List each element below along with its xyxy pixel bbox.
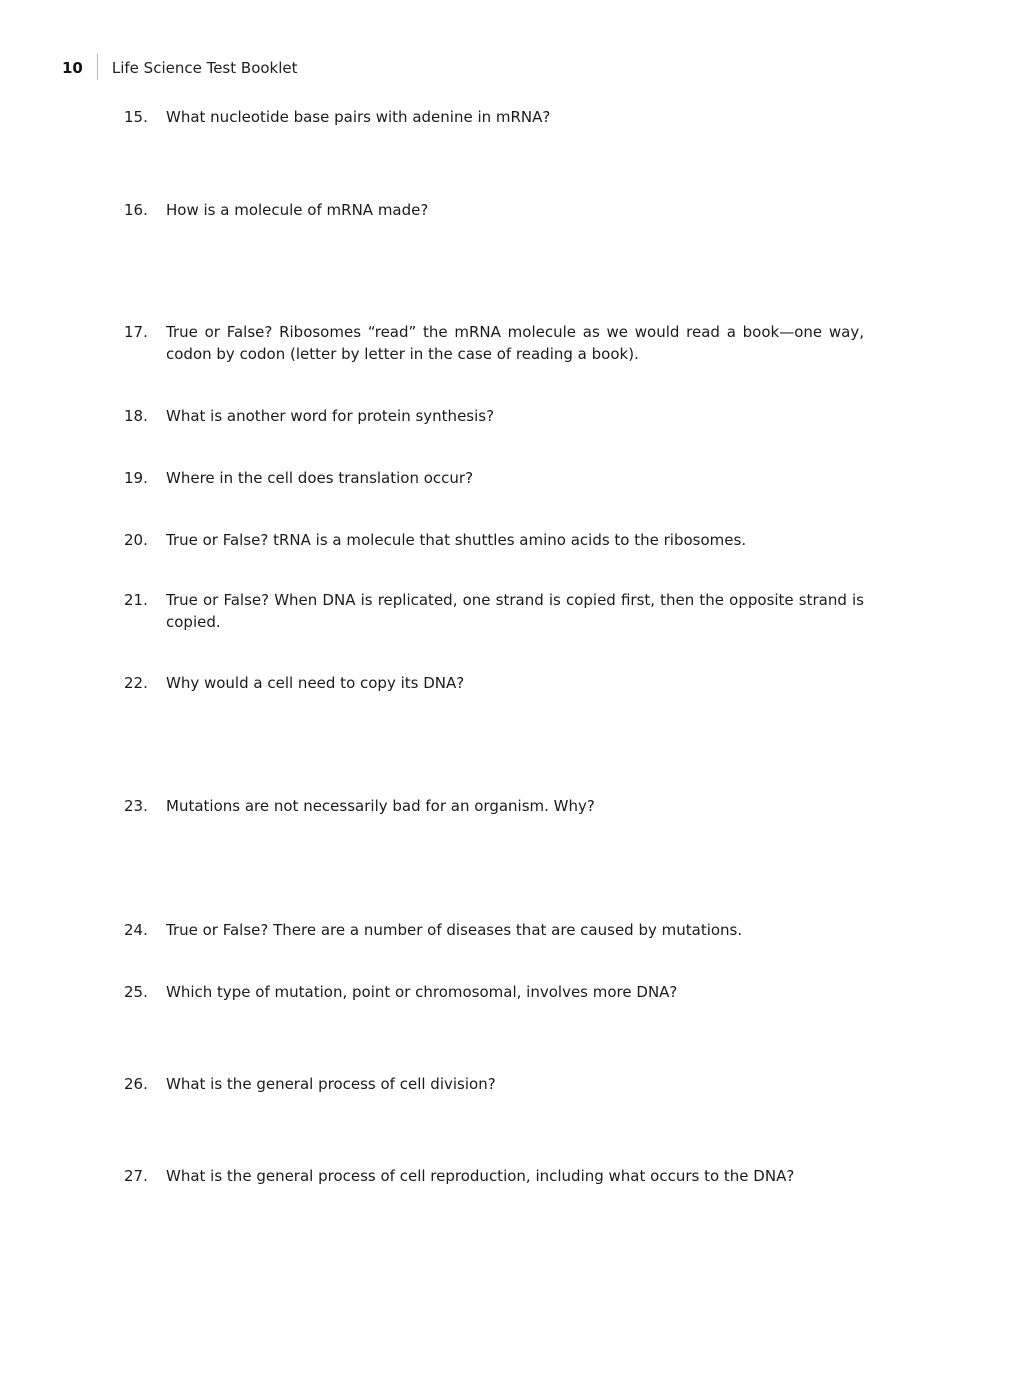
question-text: What nucleotide base pairs with adenine in mRNA? — [166, 108, 551, 126]
question-19 — [124, 467, 864, 489]
question-number: 19. — [124, 469, 148, 487]
question-text: What is another word for protein synthesis? — [166, 407, 495, 425]
question-21 — [124, 589, 864, 633]
question-15 — [124, 106, 864, 128]
question-number: 21. — [124, 591, 148, 609]
question-number: 26. — [124, 1075, 148, 1093]
page-header — [62, 56, 298, 80]
question-text: How is a molecule of mRNA made? — [166, 201, 429, 219]
question-number: 24. — [124, 921, 148, 939]
question-text: True or False? When DNA is replicated, one strand is copied first, then the opposite strand is copied. — [166, 591, 864, 631]
question-text: Why would a cell need to copy its DNA? — [166, 674, 465, 692]
question-23 — [124, 795, 864, 817]
question-number: 15. — [124, 108, 148, 126]
question-16 — [124, 199, 864, 221]
question-number: 25. — [124, 983, 148, 1001]
question-text: True or False? tRNA is a molecule that shuttles amino acids to the ribosomes. — [166, 531, 747, 549]
question-25 — [124, 981, 864, 1003]
question-number: 23. — [124, 797, 148, 815]
question-text: Where in the cell does translation occur? — [166, 469, 474, 487]
question-number: 18. — [124, 407, 148, 425]
question-text: Mutations are not necessarily bad for an organism. Why? — [166, 797, 595, 815]
question-text: True or False? Ribosomes “read” the mRNA molecule as we would read a book—one way, codon by codon (letter by letter in the case of reading a book). — [166, 323, 864, 363]
question-27 — [124, 1165, 864, 1187]
page-number: 10 — [62, 59, 83, 77]
question-number: 22. — [124, 674, 148, 692]
question-20 — [124, 529, 864, 551]
question-number: 20. — [124, 531, 148, 549]
question-text: What is the general process of cell division? — [166, 1075, 496, 1093]
question-18 — [124, 405, 864, 427]
question-text: Which type of mutation, point or chromosomal, involves more DNA? — [166, 983, 678, 1001]
question-22 — [124, 672, 864, 694]
question-17 — [124, 321, 864, 365]
booklet-title: Life Science Test Booklet — [111, 59, 298, 77]
question-24 — [124, 919, 864, 941]
question-number: 27. — [124, 1167, 148, 1185]
question-number: 17. — [124, 323, 148, 341]
header-divider — [97, 54, 98, 80]
question-text: True or False? There are a number of diseases that are caused by mutations. — [166, 921, 743, 939]
question-26 — [124, 1073, 864, 1095]
question-number: 16. — [124, 201, 148, 219]
question-text: What is the general process of cell reproduction, including what occurs to the DNA? — [166, 1167, 795, 1185]
